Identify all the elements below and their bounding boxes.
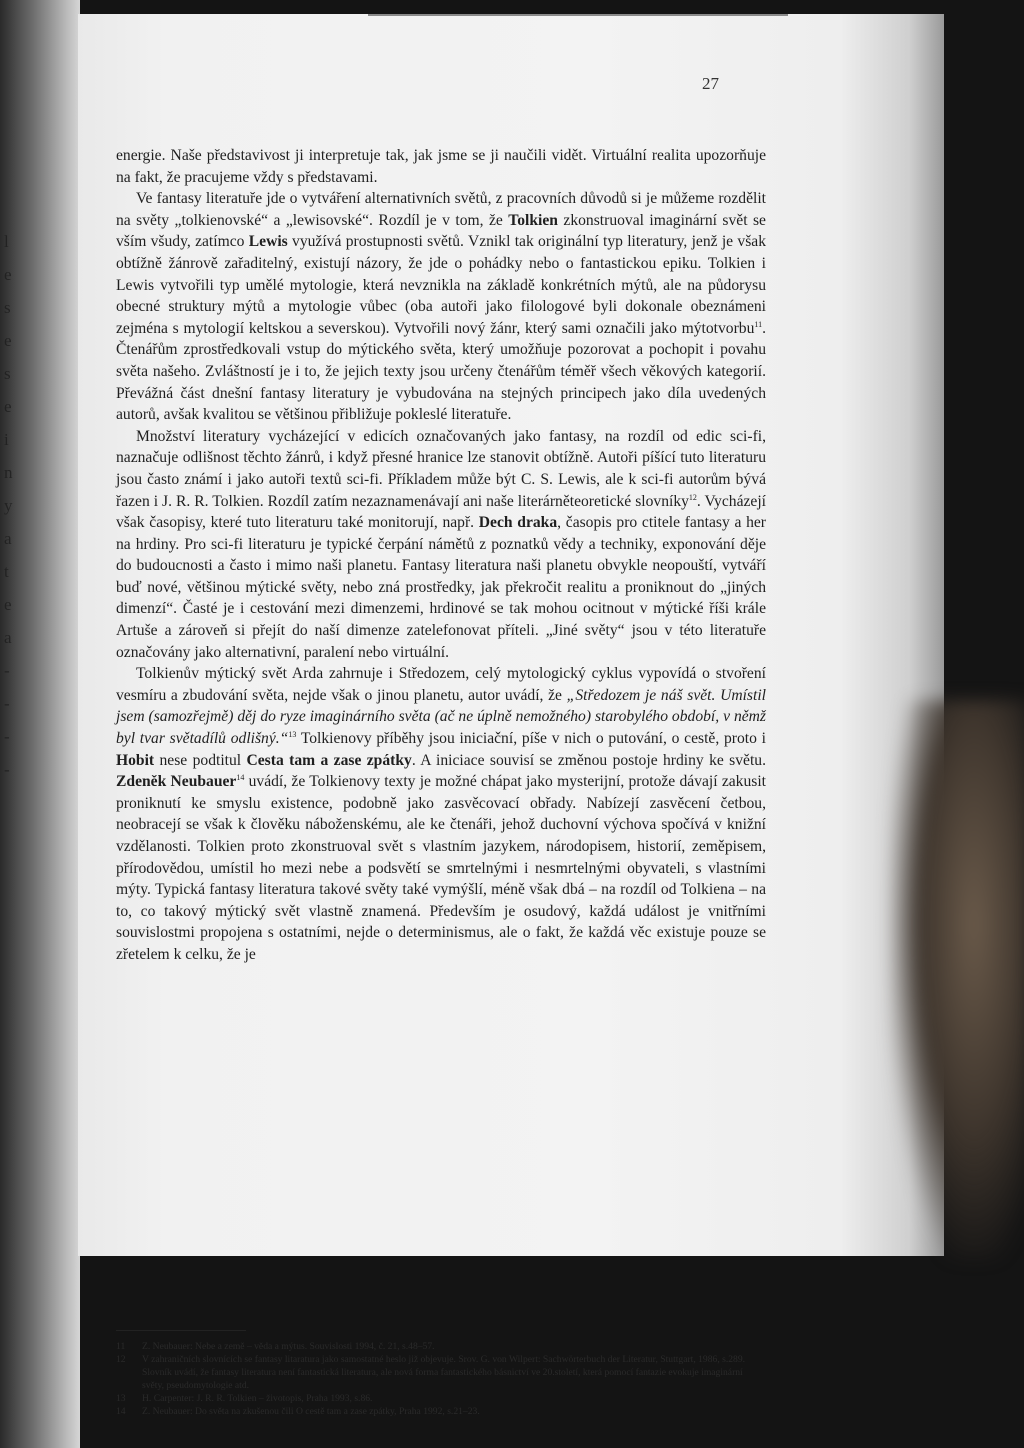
text-run: Množství literatury vycházející v edicích označovaných jako fantasy, na rozdíl od edic sci-fi, naznačuje odlišnost těchto žánrů, i když přesné hranice lze stanovit obtížně. Autoři píšící tuto literaturu jsou často známí i jako autoři textů sci-fi. Příkladem může být C. S. Lewis, ale k sci-fi autorům bývá řazen i J. R. R. Tolkien. Rozdíl zatím nezaznamenávají ani naše literárněteoretické slovníky bbox=[116, 427, 766, 510]
scanner-thumb-shadow bbox=[890, 700, 1024, 1260]
bold-text: Zdeněk Neubauer bbox=[116, 773, 237, 791]
text-run: nese podtitul bbox=[154, 751, 247, 769]
body-text bbox=[116, 145, 766, 966]
text-run: . Čtenářům zprostředkovali vstup do mýtického světa, který umožňuje pozorovat a pochopit i povahu světa našeho. Zvláštností je i to, že jejich texty jsou určeny čtenářům téměř všech věkových kategorií. Převážná část dnešní fantasy literatury je vybudována na stejných principech jako díla uvedených autorů, avšak kvalitou se většinou přibližuje pokleslé literatuře. bbox=[116, 319, 766, 424]
footnote-number: 11 bbox=[116, 1341, 126, 1352]
margin-glyph: e bbox=[4, 397, 12, 416]
text-run: Tolkienův mýtický svět Arda zahrnuje i Středozem, celý mytologický cyklus vypovídá o stvoření vesmíru a zbudování světa, nejde však o jinou planetu, autor uvádí, že bbox=[116, 665, 766, 704]
footnote-ref: 12 bbox=[688, 492, 697, 502]
margin-glyph: s bbox=[4, 298, 11, 317]
bold-text: Tolkien bbox=[508, 211, 558, 229]
text-run: , časopis pro ctitele fantasy a her na hrdiny. Pro sci-fi literaturu je typické čerpání námětů z poznatků vědy a techniky, exponování děje do budoucnosti a často i mimo naši planetu. Fantasy literatura naši planetu obvykle neopouští, vytváří buď nové, většinou mýtické světy, nebo zná prostředky, jak překročit realitu a proniknout do „jiných dimenzí“. Časté je i cestování mezi dimenzemi, hrdinové se tak mohou ocitnout v mýtické říši krále Artuše a zároveň si přejít do naší dimenze zatelefonovat příteli. „Jiné světy“ jsou v této literatuře označovány jako alternativní, paralení nebo virtuální. bbox=[116, 514, 766, 661]
margin-glyph: a bbox=[4, 529, 12, 548]
footnote-number: 13 bbox=[116, 1393, 126, 1404]
text-run: uvádí, že Tolkienovy texty je možné chápat jako mysterijní, protože dávají zakusit proniknutí ke smyslu existence, podobně jako zasvěcovací obřady. Nabízejí zasvěcení četbou, neobracejí se však k člověku náboženskému, ale ke čtenáři, jehož duchovní výchova spočívá v knižní vzdělanosti. Tolkien proto zkonstruoval svět s vlastním jazykem, národopisem, historií, zeměpisem, přírodovědou, umístil ho mezi nebe a podsvětí se smrtelnými i nesmrtelnými obyvateli, s vlastními mýty. Typická fantasy literatura takové světy také vymýšlí, méně však dbá – na rozdíl od Tolkiena – na to, co takový mýtický svět vlastně znamená. Především je osudový, každá událost je vnitřními souvislostmi propojena s ostatními, nejde o determinismus, ale o fakt, že každá věc existuje pouze se zřetelem k celku, že je bbox=[116, 773, 767, 963]
text-run: energie. Naše představivost ji interpretuje tak, jak jsme se ji naučili vidět. Virtuální realita upozorňuje na fakt, že pracujeme vždy s představami. bbox=[116, 147, 766, 186]
margin-glyph: e bbox=[4, 331, 12, 350]
scan-left-margin bbox=[0, 0, 80, 1448]
paragraph bbox=[116, 188, 766, 426]
bold-text: Dech draka bbox=[478, 514, 558, 532]
margin-glyph: t bbox=[4, 562, 9, 581]
margin-glyph: e bbox=[4, 265, 12, 284]
margin-glyph: l bbox=[4, 232, 9, 251]
footnote-text: Z. Neubauer: Nebe a země – věda a mýtus. Souvislosti 1994, č. 21, s.48–57. bbox=[142, 1341, 435, 1352]
page-number: 27 bbox=[702, 74, 719, 93]
margin-glyph: i bbox=[4, 430, 9, 449]
footnote-number: 14 bbox=[116, 1406, 126, 1417]
bold-text: Cesta tam a zase zpátky bbox=[246, 751, 412, 769]
margin-glyph: - bbox=[4, 760, 10, 779]
footnote-text: V zahraničních slovnících se fantasy litaratura jako samostatné heslo již objevuje. Srov. G. von Wilpert: Sachwörterbuch der Literatur, Stuttgart, 1986, s.289. Slovník uvádí, že fantasy literatura není fantastická literatura, ale nová forma fantastického básnictví ve 20.století, která pomocí fantazie evokuje imaginární světy, pseudomytologie atd. bbox=[142, 1354, 746, 1391]
footnote-ref: 11 bbox=[754, 319, 763, 329]
bold-text: Hobit bbox=[116, 751, 155, 769]
margin-glyph: a bbox=[4, 628, 12, 647]
text-run: . A iniciace souvisí se změnou postoje hrdiny ke světu. bbox=[411, 751, 767, 769]
margin-glyph: y bbox=[4, 496, 13, 515]
text-run: využívá prostupnosti světů. Vznikl tak originální typ literatury, jenž je však obtížně žánrově zařaditelný, existují názory, že jde o pohádky nebo o fantastickou epiku. Tolkien i Lewis vytvořili typ umělé mytologie, která nevznikla na základě konkrétních mýtů, ale na půdorysu obecné struktury mýtů a mytologie vůbec (oba autoři jako filologové byli dokonale obeznámeni zejména s mytologií keltskou a severskou). Vytvořili nový žánr, který sami označili jako mýtotvorbu bbox=[116, 233, 766, 337]
footnote bbox=[116, 1405, 766, 1418]
text-run: Ve fantasy literatuře jde o vytváření alternativních světů, z pracovních důvodů si je můžeme rozdělit na světy „tolkienovské“ a „lewisovské“. Rozdíl je v tom, že bbox=[116, 190, 766, 229]
footnote-number: 12 bbox=[116, 1354, 126, 1365]
quote-italic: „Středozem je náš svět. Umístil jsem (samozřejmě) děj do ryze imaginárního světa (ač ne úplně nemožného) starobylého období, v němž byl tvar světadílů odlišný.“ bbox=[116, 686, 766, 748]
bold-text: Lewis bbox=[248, 233, 288, 251]
margin-glyph: - bbox=[4, 694, 10, 713]
page-top-edge bbox=[368, 14, 788, 16]
margin-glyph: - bbox=[4, 727, 10, 746]
paragraph bbox=[116, 663, 766, 965]
footnote-ref: 13 bbox=[288, 729, 297, 739]
footnote bbox=[116, 1392, 766, 1405]
paragraph bbox=[116, 145, 766, 188]
footnote-text: Z. Neubauer: Do světa na zkušenou čili O cestě tam a zase zpátky, Praha 1992, s.21–23. bbox=[142, 1406, 480, 1417]
footnote-separator bbox=[116, 1330, 246, 1331]
text-run: zkonstruoval imaginární svět se vším všudy, zatímco bbox=[116, 211, 766, 251]
footnote-text: H. Carpenter: J. R. R. Tolkien – životopis, Praha 1993, s.86. bbox=[142, 1393, 373, 1404]
margin-glyph: - bbox=[4, 661, 10, 680]
margin-glyph: s bbox=[4, 364, 11, 383]
paragraph bbox=[116, 426, 766, 664]
margin-glyph: e bbox=[4, 595, 12, 614]
footnotes bbox=[116, 1340, 766, 1418]
text-run: . Vycházejí však časopisy, které tuto literaturu také monitorují, např. bbox=[116, 492, 766, 532]
footnote-ref: 14 bbox=[236, 773, 245, 783]
footnote bbox=[116, 1340, 766, 1353]
margin-glyph: n bbox=[4, 463, 13, 482]
text-run: Tolkienovy příběhy jsou iniciační, píše v nich o putování, o cestě, proto i bbox=[296, 730, 766, 748]
footnote bbox=[116, 1353, 766, 1392]
